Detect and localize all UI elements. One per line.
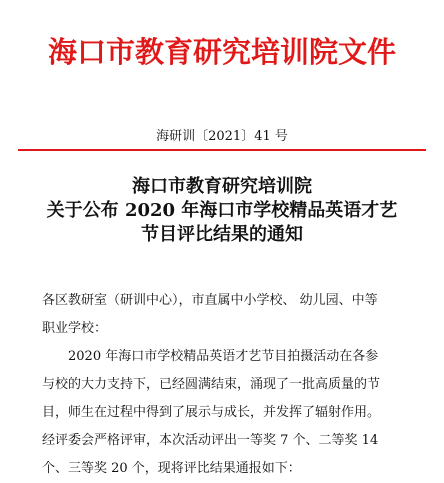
body-line-recipients-cont: 职业学校： bbox=[42, 321, 108, 336]
body-line-paragraph-4: 经评委会严格评审，本次活动评出一等奖 7 个、二等奖 14 bbox=[42, 433, 379, 448]
notice-title bbox=[0, 175, 444, 247]
body-line-paragraph-5: 个、三等奖 20 个，现将评比结果通报如下： bbox=[42, 461, 301, 476]
body-line-paragraph-1: 2020 年海口市学校精品英语才艺节目拍摄活动在各参 bbox=[68, 349, 379, 364]
body-line-recipients: 各区教研室（研训中心），市直属中小学校、 幼儿园、中等 bbox=[42, 293, 378, 308]
notice-body bbox=[42, 287, 416, 483]
body-line-paragraph-2: 与校的大力支持下，已经圆满结束，涌现了一批高质量的节 bbox=[42, 377, 381, 392]
issuer-header-title: 海口市教育研究培训院文件 bbox=[47, 35, 396, 69]
notice-title-line-3: 节目评比结果的通知 bbox=[141, 224, 303, 245]
notice-title-line-1: 海口市教育研究培训院 bbox=[132, 176, 312, 197]
notice-title-line-2: 关于公布 2020 年海口市学校精品英语才艺 bbox=[46, 200, 398, 221]
document-number: 海研训〔2021〕41 号 bbox=[156, 129, 288, 144]
body-line-paragraph-3: 目，师生在过程中得到了展示与成长，并发挥了辐射作用。 bbox=[42, 405, 381, 420]
red-divider-line bbox=[18, 149, 426, 151]
